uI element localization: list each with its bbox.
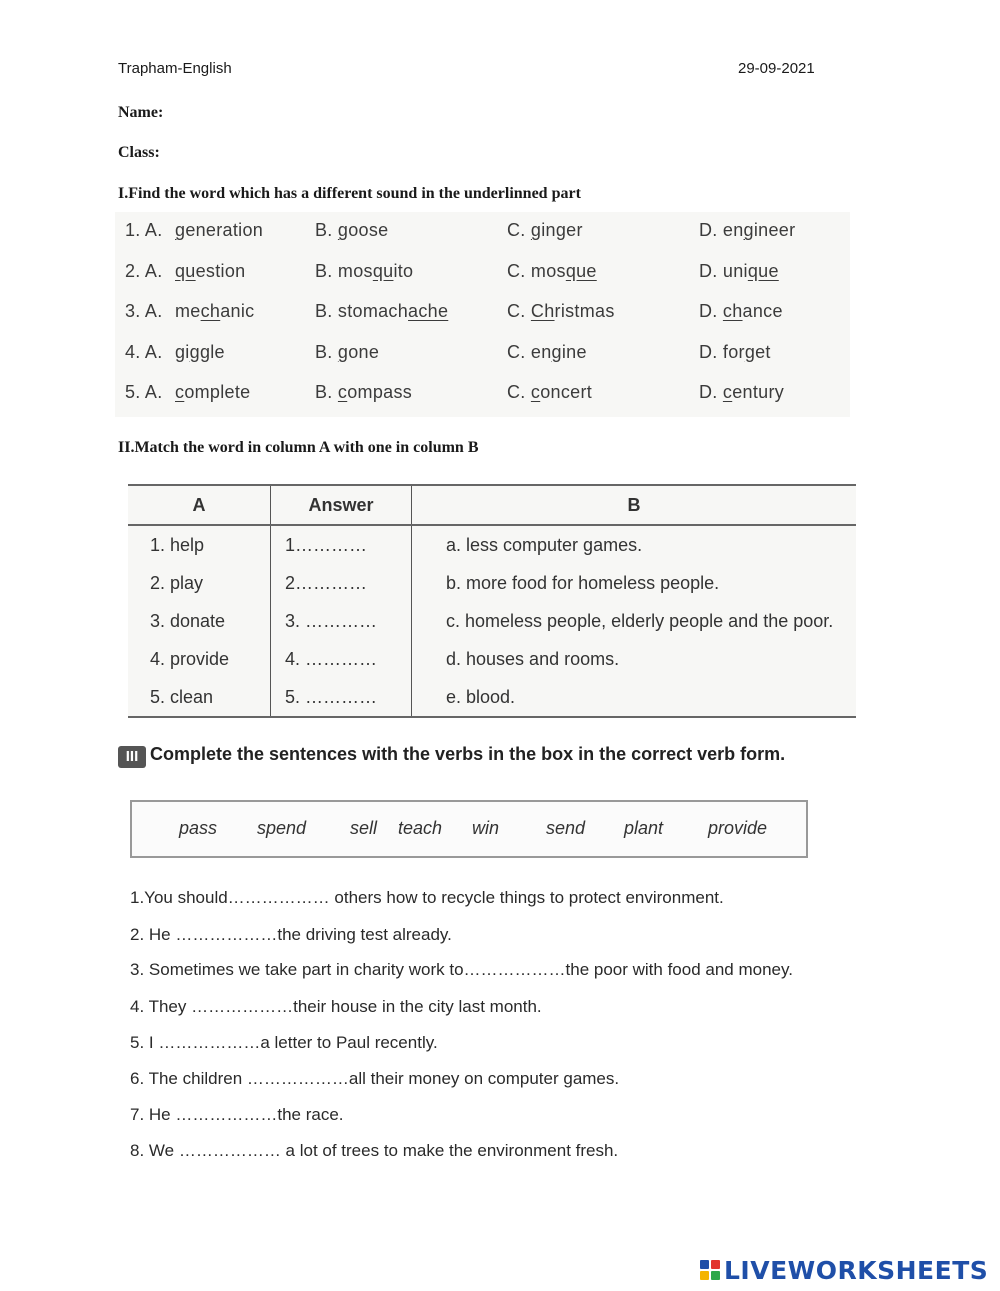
col-answer-header: Answer bbox=[271, 485, 412, 525]
word-part: one bbox=[348, 341, 380, 362]
sentence-item: 3. Sometimes we take part in charity work to………………the poor with food and money. bbox=[130, 960, 793, 979]
name-label: Name: bbox=[118, 104, 164, 121]
col-a-cell: 5. clean bbox=[128, 678, 271, 717]
underlined-part: g bbox=[551, 341, 562, 362]
sentence-item: 4. They ………………their house in the city last month. bbox=[130, 997, 542, 1016]
word-part: ito bbox=[393, 260, 414, 281]
col-b-header: B bbox=[412, 485, 857, 525]
underlined-part: g bbox=[337, 220, 349, 240]
underlined-part: c bbox=[337, 382, 348, 402]
sentence-item: 1.You should……………… others how to recycle things to protect environment. bbox=[130, 888, 724, 907]
option-a bbox=[175, 261, 245, 282]
section3-title: Complete the sentences with the verbs in the box in the correct verb form. bbox=[150, 744, 786, 764]
word-part: oncert bbox=[540, 382, 593, 402]
word-part: gi bbox=[175, 341, 190, 362]
sound-question-row bbox=[125, 382, 850, 412]
option-a bbox=[175, 220, 263, 241]
table-row bbox=[128, 678, 856, 717]
verb-word: send bbox=[546, 818, 586, 838]
sound-question-row bbox=[125, 301, 850, 331]
header-course: Trapham-English bbox=[118, 60, 232, 77]
word-part: omplete bbox=[184, 382, 251, 402]
answer-cell[interactable]: 5. ………… bbox=[271, 678, 412, 717]
word-part: ompass bbox=[347, 382, 413, 402]
word-part: C. bbox=[507, 382, 531, 402]
sentence-item: 5. I ………………a letter to Paul recently. bbox=[130, 1033, 438, 1052]
question-number: 1. A. bbox=[125, 220, 163, 240]
word-part: C. bbox=[507, 220, 531, 240]
underlined-part: c bbox=[530, 382, 541, 402]
underlined-part: que bbox=[565, 260, 597, 281]
verb-word: provide bbox=[708, 818, 768, 838]
sentence-item: 8. We ……………… a lot of trees to make the environment fresh. bbox=[130, 1141, 619, 1160]
col-b-cell: b. more food for homeless people. bbox=[412, 564, 857, 602]
underlined-part: g bbox=[743, 220, 754, 240]
verb-word: teach bbox=[398, 818, 443, 838]
col-b-cell: c. homeless people, elderly people and the poor. bbox=[412, 602, 857, 640]
underlined-part: qu bbox=[175, 260, 196, 281]
option-a bbox=[175, 342, 225, 363]
word-part: entury bbox=[732, 382, 785, 402]
class-label: Class: bbox=[118, 144, 160, 161]
word-part: D. for bbox=[699, 341, 745, 362]
table-row bbox=[128, 640, 856, 678]
verb-word: pass bbox=[179, 818, 218, 838]
answer-cell[interactable]: 4. ………… bbox=[271, 640, 412, 678]
underlined-part: que bbox=[747, 260, 779, 281]
sound-question-row bbox=[125, 220, 850, 250]
answer-cell[interactable]: 1………… bbox=[271, 525, 412, 564]
section1-title: I.Find the word which has a different sound in the underlinned part bbox=[118, 185, 581, 202]
sentence-item: 7. He ………………the race. bbox=[130, 1105, 344, 1124]
matching-table-block bbox=[128, 484, 856, 716]
word-part: ineer bbox=[753, 220, 796, 240]
word-part: C. bbox=[507, 301, 531, 321]
word-part: ristmas bbox=[554, 301, 615, 321]
underlined-part: qu bbox=[372, 260, 394, 281]
word-part: D. en bbox=[699, 220, 744, 240]
underlined-part: Ch bbox=[530, 301, 555, 321]
question-number: 4. A. bbox=[125, 341, 163, 362]
word-part: D. uni bbox=[699, 260, 748, 281]
col-b-cell: d. houses and rooms. bbox=[412, 640, 857, 678]
underlined-part: ch bbox=[200, 301, 221, 321]
question-number: 2. A. bbox=[125, 260, 163, 281]
option-d bbox=[699, 301, 783, 322]
verb-word: plant bbox=[624, 818, 664, 838]
sentence-item: 6. The children ………………all their money on computer games. bbox=[130, 1069, 620, 1088]
section2-title: II.Match the word in column A with one in column B bbox=[118, 439, 479, 456]
col-b-cell: e. blood. bbox=[412, 678, 857, 717]
option-d bbox=[699, 220, 795, 241]
word-part: et bbox=[755, 341, 771, 362]
col-a-cell: 1. help bbox=[150, 534, 205, 555]
word-part: D. bbox=[699, 301, 723, 321]
section3-badge: III bbox=[118, 746, 146, 768]
table-row bbox=[128, 564, 856, 602]
option-c bbox=[507, 342, 587, 363]
word-part: C. mos bbox=[507, 260, 566, 281]
col-a-cell: 4. provide bbox=[150, 648, 230, 669]
underlined-part: c bbox=[175, 382, 185, 402]
option-d bbox=[699, 382, 784, 403]
underlined-part: g bbox=[530, 220, 542, 240]
underlined-part: g bbox=[337, 341, 349, 362]
underlined-part: c bbox=[722, 382, 733, 402]
word-part: estion bbox=[195, 260, 246, 281]
verb-word-box bbox=[130, 800, 808, 858]
word-part: B. bbox=[315, 220, 338, 240]
matching-table bbox=[128, 484, 856, 718]
word-part: ance bbox=[742, 301, 783, 321]
underlined-part: g bbox=[175, 220, 186, 240]
word-part: B. mos bbox=[315, 260, 373, 281]
word-part: B. bbox=[315, 382, 338, 402]
answer-cell[interactable]: 2………… bbox=[271, 564, 412, 602]
option-c bbox=[507, 301, 615, 322]
logo-text: LIVEWORKSHEETS bbox=[724, 1255, 989, 1285]
option-d bbox=[699, 342, 771, 363]
option-a bbox=[175, 382, 250, 403]
logo-grid-icon bbox=[700, 1260, 720, 1280]
col-a-cell: 3. donate bbox=[150, 610, 226, 631]
option-a bbox=[175, 301, 254, 322]
option-c bbox=[507, 220, 583, 241]
word-part: C. en bbox=[507, 341, 552, 362]
question-number: 3. A. bbox=[125, 301, 163, 321]
option-b bbox=[315, 220, 388, 241]
word-part: inger bbox=[541, 220, 583, 240]
verb-word: sell bbox=[350, 818, 378, 838]
verb-word: win bbox=[472, 818, 500, 838]
table-row bbox=[128, 602, 856, 640]
word-part: gle bbox=[199, 341, 225, 362]
underlined-part: g bbox=[189, 341, 200, 362]
option-b bbox=[315, 301, 448, 322]
col-b-cell: a. less computer games. bbox=[412, 525, 857, 564]
word-part: anic bbox=[220, 301, 255, 321]
word-part: oose bbox=[348, 220, 389, 240]
answer-cell[interactable]: 3. ………… bbox=[271, 602, 412, 640]
word-part: eneration bbox=[185, 220, 264, 240]
word-part: D. bbox=[699, 382, 723, 402]
option-c bbox=[507, 382, 592, 403]
verb-word: spend bbox=[257, 818, 307, 838]
word-part: B. bbox=[315, 341, 338, 362]
underlined-part: g bbox=[744, 341, 756, 362]
option-b bbox=[315, 382, 412, 403]
col-a-cell: 2. play bbox=[150, 572, 204, 593]
liveworksheets-logo bbox=[700, 1255, 988, 1285]
sentence-item: 2. He ………………the driving test already. bbox=[130, 925, 452, 944]
option-b bbox=[315, 342, 379, 363]
option-c bbox=[507, 261, 597, 282]
underlined-part: ache bbox=[408, 301, 449, 321]
sound-exercise-block bbox=[115, 212, 850, 417]
question-number: 5. A. bbox=[125, 382, 163, 402]
option-b bbox=[315, 261, 413, 282]
sound-question-row bbox=[125, 261, 850, 291]
word-part: ine bbox=[561, 341, 587, 362]
underlined-part: ch bbox=[722, 301, 743, 321]
option-d bbox=[699, 261, 779, 282]
word-part: B. stomach bbox=[315, 301, 409, 321]
header-date: 29-09-2021 bbox=[738, 60, 815, 77]
col-a-header: A bbox=[128, 485, 271, 525]
word-part: me bbox=[175, 301, 201, 321]
sound-question-row bbox=[125, 342, 850, 372]
table-row bbox=[128, 525, 856, 564]
